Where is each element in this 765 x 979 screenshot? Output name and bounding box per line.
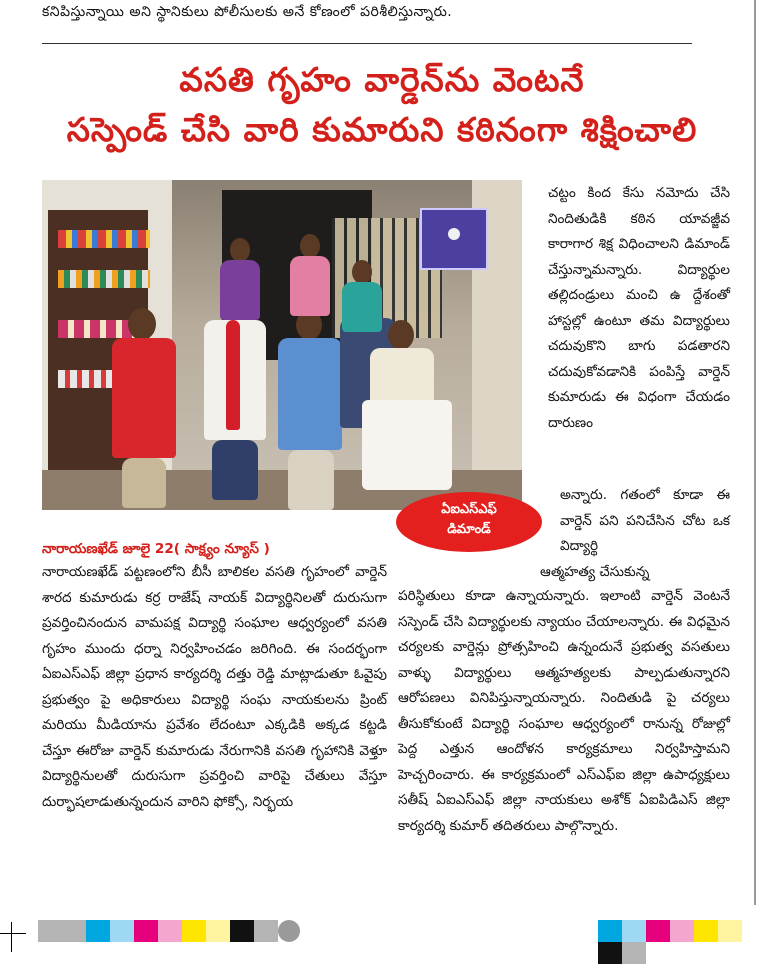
page-edge-line [754,0,756,905]
color-bar-left [38,920,300,942]
registration-dot [278,920,300,942]
color-swatch [110,920,134,942]
color-swatch [86,920,110,942]
color-swatch [62,920,86,942]
color-swatch [230,920,254,942]
color-swatch [38,920,62,942]
article-left-column [42,560,387,815]
left-column-text: నారాయణఖేడ్ పట్టణంలోని బీసీ బాలికల వసతి గృహంలో వార్డెన్ శారద కుమారుడు కర్ర రాజేష్ నాయక్ విద్యార్థినిలతో దురుసుగా ప్రవర్తించినందున వామపక్ష విద్యార్థి సంఘాల ఆధ్వర్యంలో వసతి గృహం ముందు ధర్నా నిర్వహించడం జరిగింది. ఈ సందర్భంగా ఏఐఎస్ఎఫ్ జిల్లా ప్రధాన కార్యదర్శి దత్తు రెడ్డి మాట్లాడుతూ ఓవైపు ప్రభుత్వం పై అధికారులు విద్యార్థి సంఘ నాయకులను ప్రింట్ మరియు మీడియాను ప్రవేశం లేదంటూ ఎక్కడికి అక్కడ కట్టడి చేస్తూ ఈరోజు వార్డెన్ కుమారుడు నేరుగానికి వసతి గృహానికి వెళ్తూ విద్యార్థినులతో దురుసుగా ప్రవర్తించి వారిపై చేతులు వేస్తూ దుర్భాషలాడుతున్నందున వారిని ఫోక్సో, నిర్భయ [42,564,387,810]
color-swatch [622,942,646,964]
right-column-text-3: ఆత్మహత్య చేసుకున్న [540,564,650,580]
color-swatch [694,920,718,942]
color-swatch [718,920,742,942]
right-column-text: చట్టం కింద కేసు నమోదు చేసి నిందితుడికి కఠిన యావజ్జీవ కారాగార శిక్ష విధించాలని డిమాండ్ చేస్తున్నామన్నారు. విద్యార్థుల తల్లిదండ్రులు మంచి ఉ ద్దేశంతో హాస్టల్లో ఉంటూ తమ విద్యార్థులు చదువుకొని బాగు పడతారని చదువుకోవడానికి పంపిస్తే వార్డెన్ కుమారుడు ఈ విధంగా చేయడం దారుణం [548,185,730,431]
section-divider [42,43,692,44]
dateline: నారాయణఖేడ్ జూలై 22( సాక్ష్యం న్యూస్ ) [42,541,270,557]
protest-photo [42,180,522,510]
article-right-column-continued [560,483,730,560]
headline-line-1: వసతి గృహం వార్డెన్‌ను వెంటనే [179,60,585,99]
color-swatch [134,920,158,942]
aisf-demand-badge [396,492,542,552]
crop-mark-vertical [11,922,12,952]
color-swatch [182,920,206,942]
headline-line-2: సస్పెండ్ చేసి వారి కుమారుని కఠినంగా శిక్షించాలి [66,110,698,149]
article-right-column [548,181,730,436]
hostel-signboard [420,208,488,270]
badge-line-1: ఏఐఎస్ఎఫ్ [441,502,497,517]
article-lower-right-column [398,584,730,839]
color-swatch [622,920,646,942]
color-swatch [670,920,694,942]
right-column-text-2: అన్నారు. గతంలో కూడా ఈ వార్డెన్ పని పనిచేసిన చోట ఒక విద్యార్థి [560,487,730,554]
previous-article-continuation: కనిపిస్తున్నాయి అని స్థానికులు పోలీసులకు అనే కోణంలో పరిశీలిస్తున్నారు. [42,4,453,20]
color-swatch [598,942,622,964]
lower-right-column-text: పరిస్థితులు కూడా ఉన్నాయన్నారు. ఇలాంటి వార్డెన్ వెంటనే సస్పెండ్ చేసి విద్యార్థులకు న్యాయం చేయాలన్నారు. ఈ విధమైన చర్యలకు వార్డెన్లు ప్రోత్సహించి ఉన్నందునే ప్రభుత్వ వసతులు వాళ్ళు విద్యార్థులు ఆత్మహత్యలకు పాల్పడుతున్నారని ఆరోపణలు వినిపిస్తున్నాయన్నారు. నిందితుడి పై చర్యలు తీసుకోకుంటే విద్యార్థి సంఘాల ఆధ్వర్యంలో రానున్న రోజుల్లో పెద్ద ఎత్తున ఆందోళన కార్యక్రమాలు నిర్వహిస్తామని హెచ్చరించారు. ఈ కార్యక్రమంలో ఎస్ఎఫ్ఐ జిల్లా ఉపాధ్యక్షులు సతీష్ ఏఐఎస్ఎఫ్ జిల్లా నాయకులు అశోక్ ఏఐపిడిఎస్ జిల్లా కార్యదర్శి కుమార్ తదితరులు పాల్గొన్నారు. [398,588,730,834]
color-swatch [646,920,670,942]
color-swatch [254,920,278,942]
color-swatch [158,920,182,942]
article-right-column-end [540,560,730,586]
color-swatch [206,920,230,942]
color-bar-right [598,920,765,942]
color-swatch [598,920,622,942]
crop-mark-horizontal [0,933,26,934]
badge-line-2: డిమాండ్ [447,522,491,537]
